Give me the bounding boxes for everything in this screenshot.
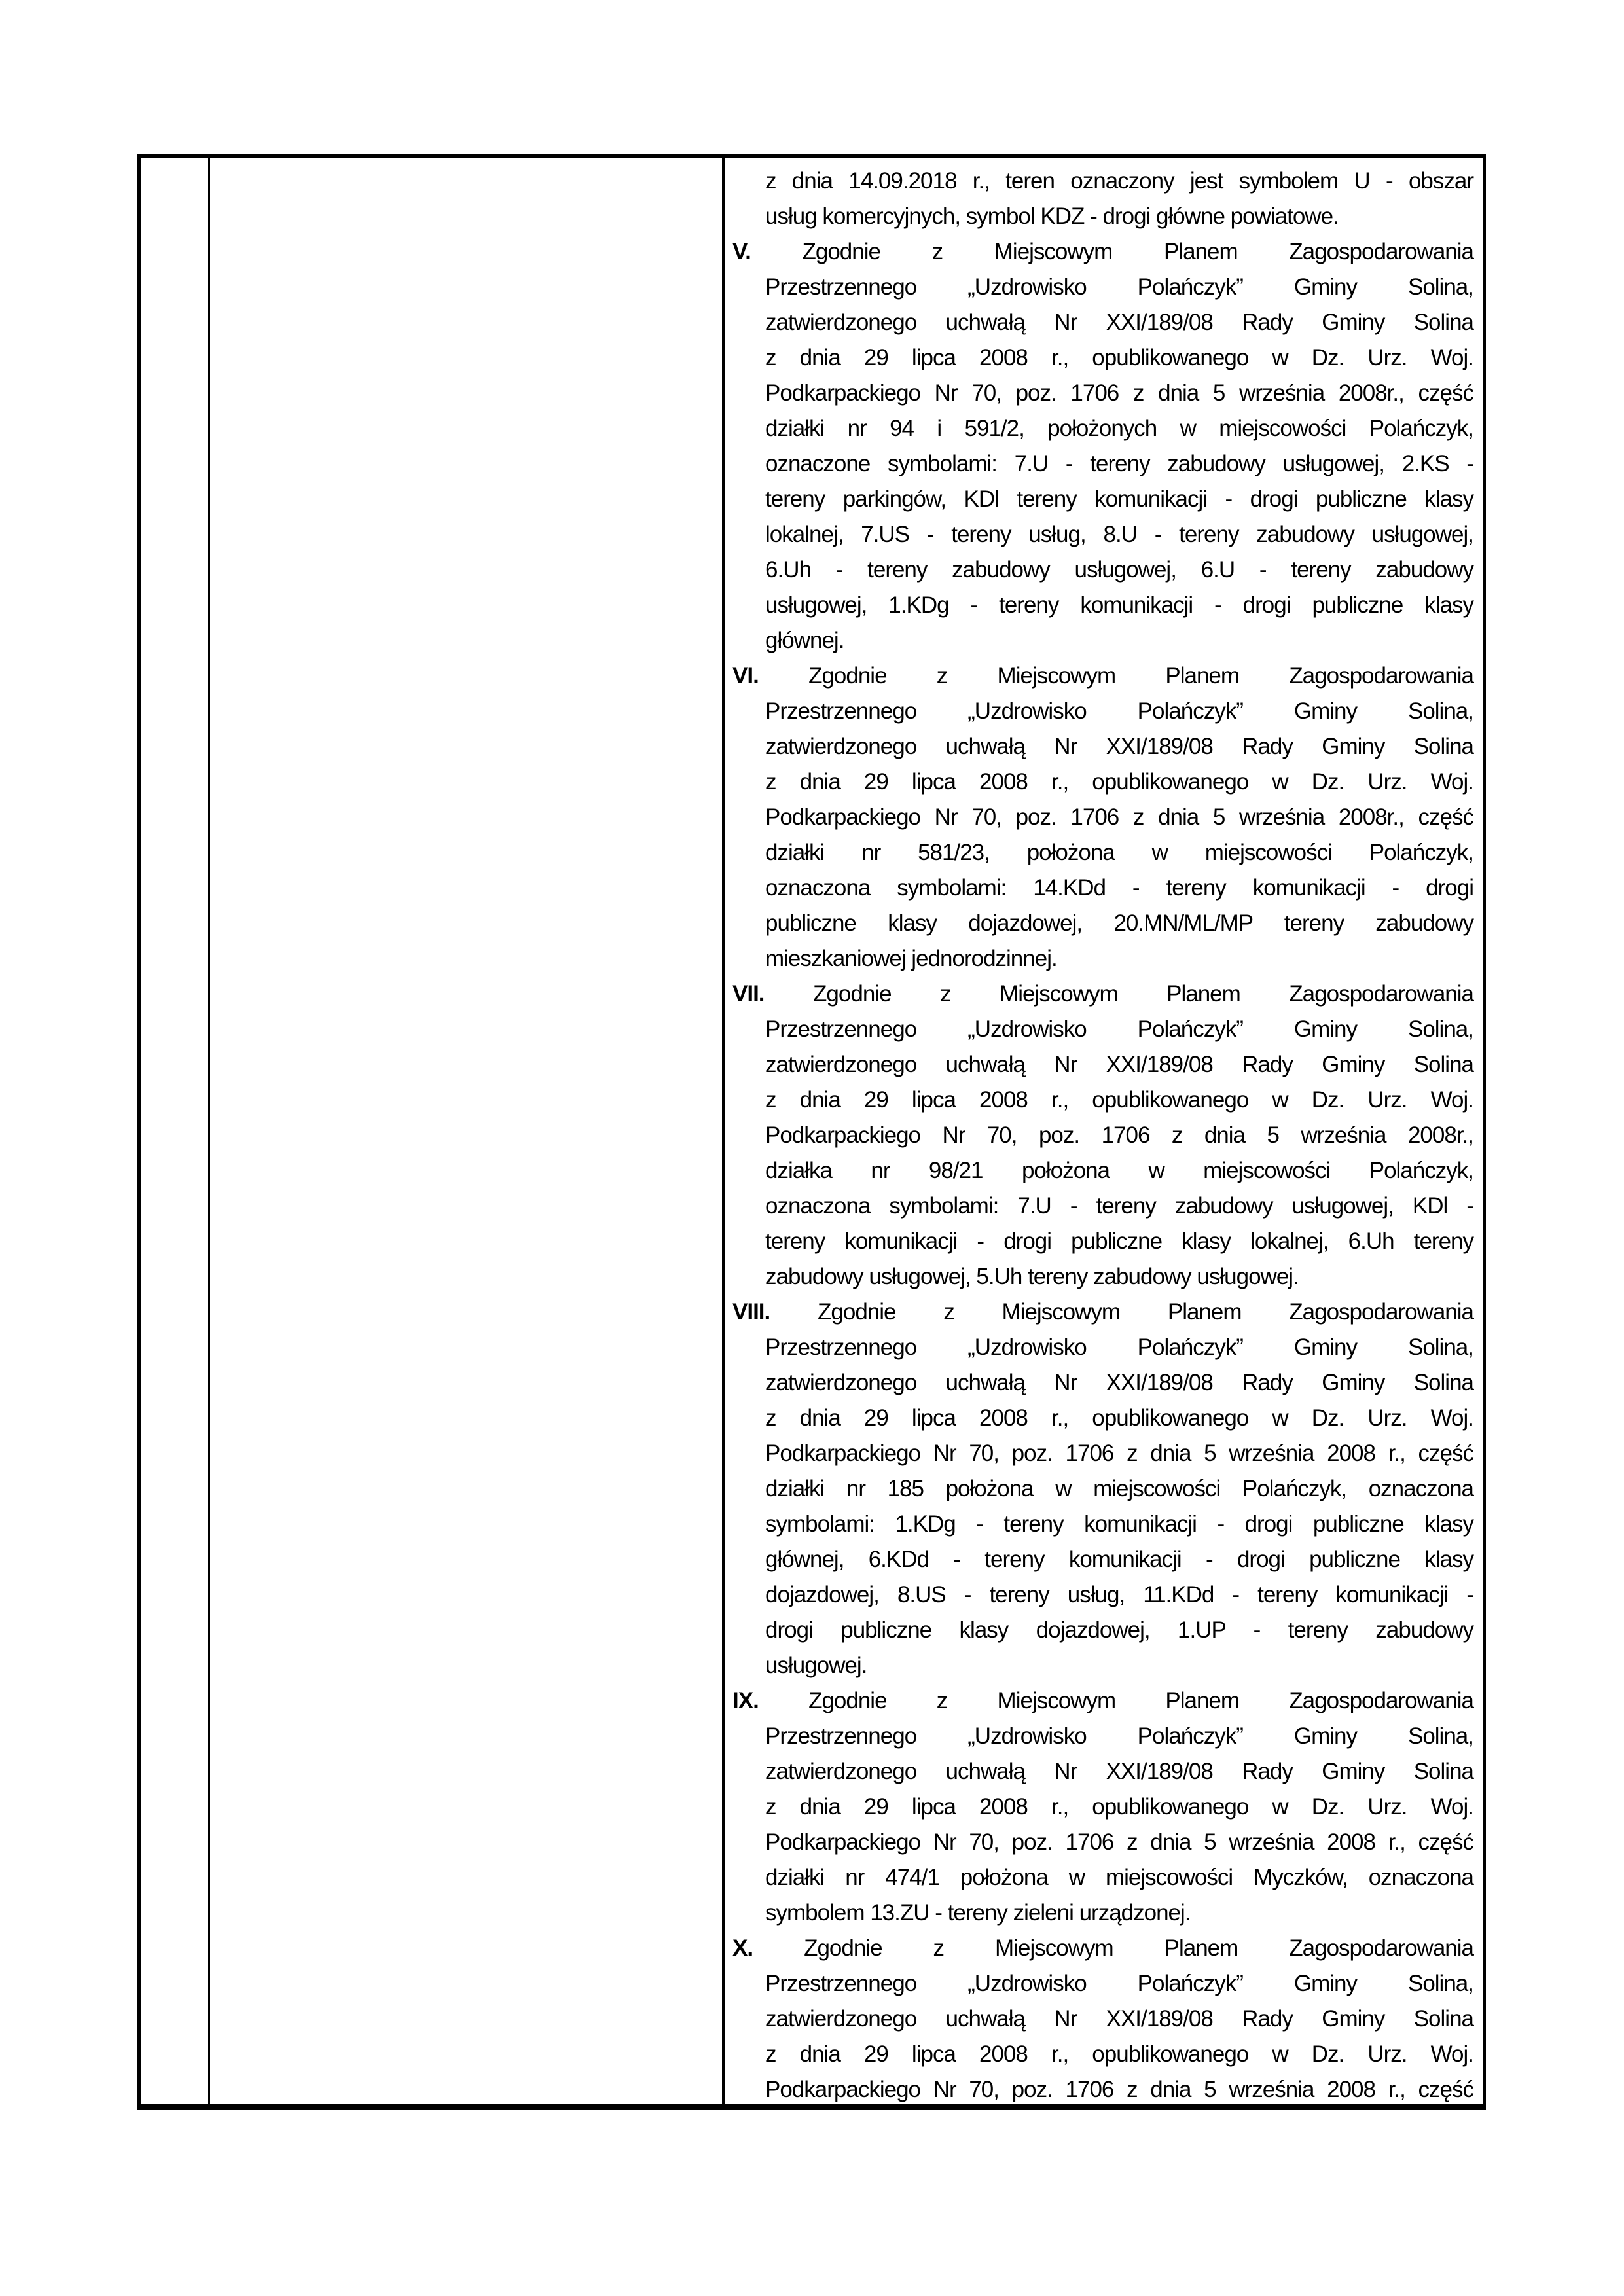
text-line: zatwierdzonego uchwałą Nr XXI/189/08 Rady Gminy Solina bbox=[765, 2006, 1473, 2032]
text-line: usługowej, 1.KDg - tereny komunikacji - drogi publiczne klasy bbox=[765, 592, 1473, 618]
text-line: Przestrzennego „Uzdrowisko Polańczyk” Gminy Solina, bbox=[765, 1723, 1473, 1749]
text-line: głównej. bbox=[765, 628, 844, 653]
list-item-first-line-text: Zgodnie z Miejscowym Planem Zagospodarowania bbox=[808, 1688, 1473, 1713]
text-line: działki nr 581/23, położona w miejscowości Polańczyk, bbox=[765, 840, 1473, 865]
table-cell-empty-1 bbox=[141, 158, 210, 2104]
text-line bbox=[732, 977, 1473, 1012]
text-line: zatwierdzonego uchwałą Nr XXI/189/08 Rady Gminy Solina bbox=[765, 734, 1473, 759]
text-line: mieszkaniowej jednorodzinnej. bbox=[765, 946, 1057, 971]
text-line: lokalnej, 7.US - tereny usług, 8.U - tereny zabudowy usługowej, bbox=[765, 522, 1473, 547]
text-line bbox=[732, 234, 1473, 270]
text-line: tereny komunikacji - drogi publiczne klasy lokalnej, 6.Uh tereny bbox=[765, 1229, 1473, 1254]
text-line: symbolami: 1.KDg - tereny komunikacji - drogi publiczne klasy bbox=[765, 1511, 1473, 1537]
text-line: Podkarpackiego Nr 70, poz. 1706 z dnia 5 września 2008r., część bbox=[765, 380, 1473, 406]
text-line: z dnia 14.09.2018 r., teren oznaczony jest symbolem U - obszar bbox=[765, 168, 1473, 194]
paragraph bbox=[732, 164, 1473, 234]
text-line: usług komercyjnych, symbol KDZ - drogi główne powiatowe. bbox=[765, 204, 1339, 229]
list-number: VII. bbox=[732, 981, 765, 1007]
text-line: działki nr 474/1 położona w miejscowości Myczków, oznaczona bbox=[765, 1865, 1473, 1890]
text-line: Przestrzennego „Uzdrowisko Polańczyk” Gminy Solina, bbox=[765, 1016, 1473, 1042]
text-line: z dnia 29 lipca 2008 r., opublikowanego w Dz. Urz. Woj. bbox=[765, 345, 1473, 370]
text-line: Podkarpackiego Nr 70, poz. 1706 z dnia 5 września 2008 r., część bbox=[765, 1829, 1473, 1855]
list-number: VI. bbox=[732, 663, 759, 689]
text-line: głównej, 6.KDd - tereny komunikacji - drogi publiczne klasy bbox=[765, 1547, 1473, 1572]
text-line: tereny parkingów, KDl tereny komunikacji - drogi publiczne klasy bbox=[765, 486, 1473, 512]
list-item bbox=[732, 1295, 1473, 1683]
list-item bbox=[732, 658, 1473, 977]
text-line: działki nr 94 i 591/2, położonych w miejscowości Polańczyk, bbox=[765, 416, 1473, 441]
text-line: Podkarpackiego Nr 70, poz. 1706 z dnia 5 września 2008 r., część bbox=[765, 1441, 1473, 1466]
list-item-first-line-text: Zgodnie z Miejscowym Planem Zagospodarowania bbox=[813, 981, 1473, 1007]
text-line bbox=[732, 1295, 1473, 1330]
text-line: usługowej. bbox=[765, 1653, 867, 1678]
text-line: Podkarpackiego Nr 70, poz. 1706 z dnia 5 września 2008r., bbox=[765, 1122, 1473, 1148]
text-line: publiczne klasy dojazdowej, 20.MN/ML/MP tereny zabudowy bbox=[765, 910, 1473, 936]
text-line: Podkarpackiego Nr 70, poz. 1706 z dnia 5 września 2008 r., część bbox=[765, 2077, 1473, 2102]
text-line: z dnia 29 lipca 2008 r., opublikowanego w Dz. Urz. Woj. bbox=[765, 2041, 1473, 2067]
text-line: zatwierdzonego uchwałą Nr XXI/189/08 Rady Gminy Solina bbox=[765, 1370, 1473, 1395]
list-item-first-line-text: Zgodnie z Miejscowym Planem Zagospodarowania bbox=[804, 1935, 1473, 1961]
text-line: oznaczona symbolami: 7.U - tereny zabudowy usługowej, KDl - bbox=[765, 1193, 1473, 1219]
text-line: oznaczone symbolami: 7.U - tereny zabudowy usługowej, 2.KS - bbox=[765, 451, 1473, 476]
text-line: Przestrzennego „Uzdrowisko Polańczyk” Gminy Solina, bbox=[765, 1971, 1473, 1996]
text-line bbox=[732, 1931, 1473, 1966]
list-number: X. bbox=[732, 1935, 753, 1961]
text-line: zatwierdzonego uchwałą Nr XXI/189/08 Rady Gminy Solina bbox=[765, 1759, 1473, 1784]
text-line bbox=[732, 658, 1473, 694]
text-line: 6.Uh - tereny zabudowy usługowej, 6.U - tereny zabudowy bbox=[765, 557, 1473, 583]
list-item bbox=[732, 977, 1473, 1295]
list-item-first-line-text: Zgodnie z Miejscowym Planem Zagospodarowania bbox=[808, 663, 1473, 689]
text-line: Przestrzennego „Uzdrowisko Polańczyk” Gminy Solina, bbox=[765, 274, 1473, 300]
list-number: VIII. bbox=[732, 1299, 770, 1325]
text-line: działki nr 185 położona w miejscowości Polańczyk, oznaczona bbox=[765, 1476, 1473, 1501]
text-line: z dnia 29 lipca 2008 r., opublikowanego w Dz. Urz. Woj. bbox=[765, 1794, 1473, 1820]
text-line: Podkarpackiego Nr 70, poz. 1706 z dnia 5 września 2008r., część bbox=[765, 804, 1473, 830]
text-line: Przestrzennego „Uzdrowisko Polańczyk” Gminy Solina, bbox=[765, 698, 1473, 724]
text-line: działka nr 98/21 położona w miejscowości Polańczyk, bbox=[765, 1158, 1473, 1183]
text-line: zabudowy usługowej, 5.Uh tereny zabudowy usługowej. bbox=[765, 1264, 1299, 1289]
text-line: z dnia 29 lipca 2008 r., opublikowanego w Dz. Urz. Woj. bbox=[765, 1405, 1473, 1431]
list-item-first-line-text: Zgodnie z Miejscowym Planem Zagospodarowania bbox=[818, 1299, 1473, 1325]
text-line: zatwierdzonego uchwałą Nr XXI/189/08 Rady Gminy Solina bbox=[765, 310, 1473, 335]
text-line: z dnia 29 lipca 2008 r., opublikowanego w Dz. Urz. Woj. bbox=[765, 1087, 1473, 1113]
content-table bbox=[137, 154, 1486, 2110]
list-item bbox=[732, 1931, 1473, 2104]
text-line: symbolem 13.ZU - tereny zieleni urządzonej. bbox=[765, 1900, 1191, 1926]
list-item bbox=[732, 1683, 1473, 1931]
table-cell-text bbox=[725, 158, 1483, 2104]
text-line: oznaczona symbolami: 14.KDd - tereny komunikacji - drogi bbox=[765, 875, 1473, 901]
text-line: dojazdowej, 8.US - tereny usług, 11.KDd - tereny komunikacji - bbox=[765, 1582, 1473, 1607]
list-number: IX. bbox=[732, 1688, 759, 1713]
list-item bbox=[732, 234, 1473, 658]
list-number: V. bbox=[732, 239, 751, 264]
text-line: zatwierdzonego uchwałą Nr XXI/189/08 Rady Gminy Solina bbox=[765, 1052, 1473, 1077]
list-item-first-line-text: Zgodnie z Miejscowym Planem Zagospodarowania bbox=[802, 239, 1473, 264]
text-line bbox=[732, 1683, 1473, 1719]
text-line: z dnia 29 lipca 2008 r., opublikowanego w Dz. Urz. Woj. bbox=[765, 769, 1473, 795]
table-cell-empty-2 bbox=[210, 158, 725, 2104]
text-line: Przestrzennego „Uzdrowisko Polańczyk” Gminy Solina, bbox=[765, 1335, 1473, 1360]
text-line: drogi publiczne klasy dojazdowej, 1.UP - tereny zabudowy bbox=[765, 1617, 1473, 1643]
